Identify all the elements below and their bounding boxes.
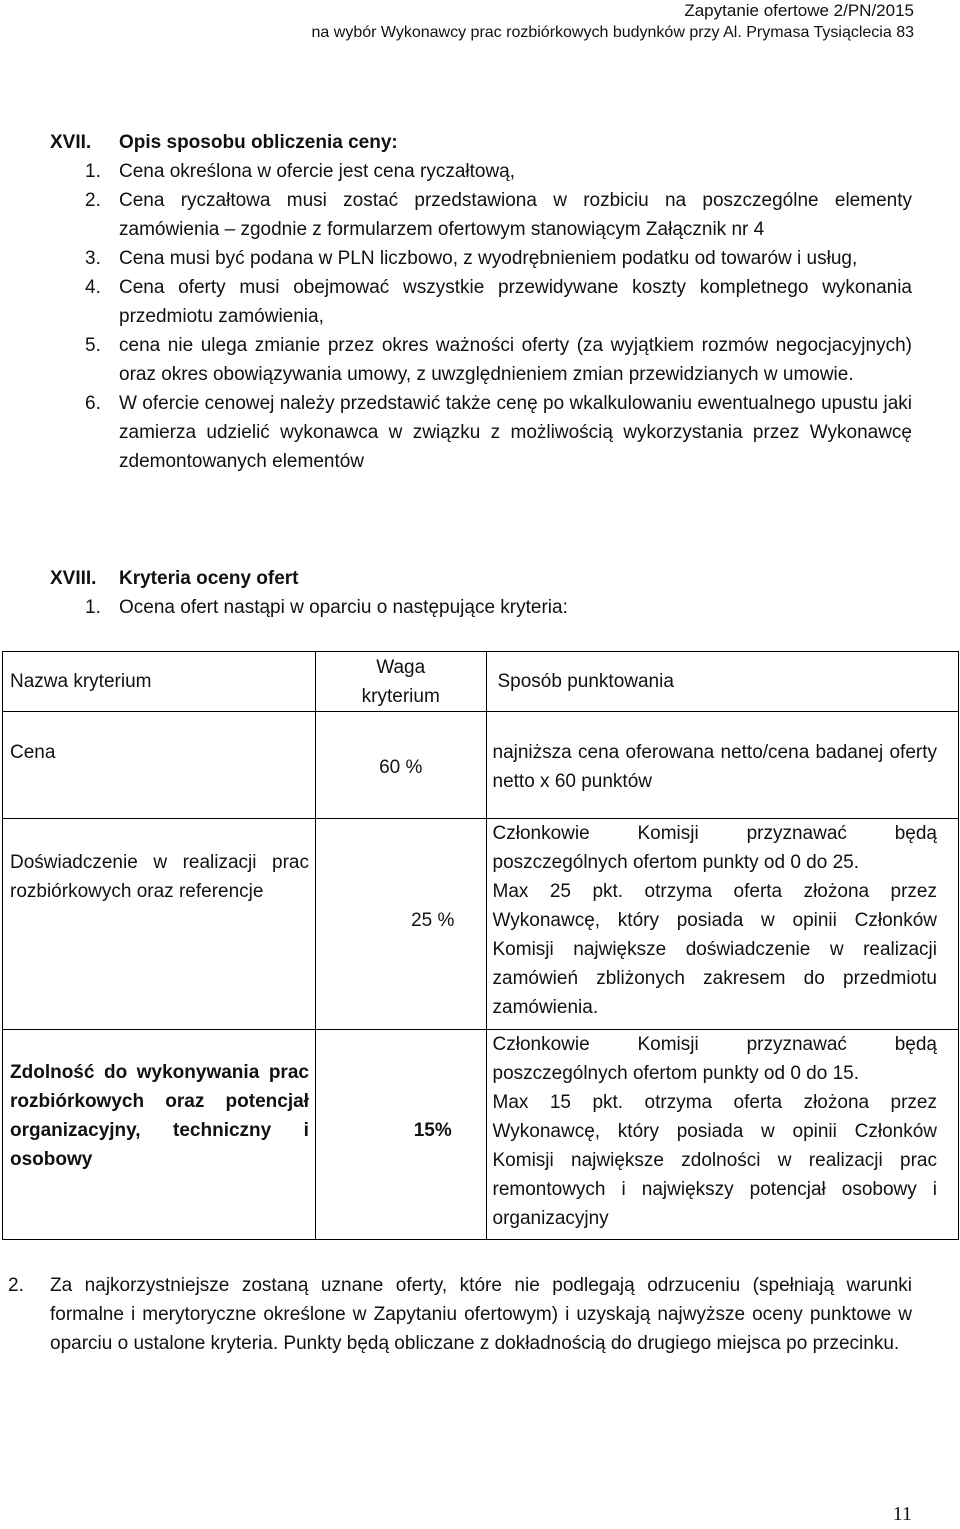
paragraph-2: [0, 1271, 960, 1358]
header-document-subtitle: na wybór Wykonawcy prac rozbiórkowych budynków przy Al. Prymasa Tysiąclecia 83: [311, 24, 914, 41]
header-cell-method: Sposób punktowania: [486, 652, 959, 712]
list-item-text: Ocena ofert nastąpi w oparciu o następujące kryteria:: [119, 597, 568, 618]
criterion-name-cell: Cena: [3, 712, 316, 819]
page-header: [312, 0, 914, 44]
section-xviii: [0, 564, 960, 622]
paragraph-number: 2.: [8, 1275, 24, 1296]
section-xvii-heading: [0, 128, 960, 157]
criterion-method-cell: [486, 1030, 959, 1240]
section-title: Opis sposobu obliczenia ceny:: [119, 132, 398, 153]
method-paragraph: Członkowie Komisji przyznawać będą poszczególnych ofertom punkty od 0 do 15.: [492, 1034, 937, 1084]
list-item-text: W ofercie cenowej należy przedstawić także cenę po wkalkulowaniu ewentualnego upustu jaki zamierza udzielić wykonawca w związku z możliwością wykorzystania przez Wykonawcę zdemontowanych elementów: [119, 393, 912, 472]
list-item: [0, 593, 960, 622]
table-row: [3, 1030, 959, 1240]
list-item: [0, 273, 960, 331]
header-cell-name: Nazwa kryterium: [3, 652, 316, 712]
criterion-weight-cell: 15%: [315, 1030, 486, 1240]
section-xviii-heading: [0, 564, 960, 593]
criterion-weight-cell: 60 %: [315, 712, 486, 819]
section-number: XVIII.: [50, 568, 97, 589]
header-weight-line2: kryterium: [361, 686, 440, 707]
list-item-number: 5.: [85, 335, 101, 356]
method-paragraph: Max 25 pkt. otrzyma oferta złożona przez Wykonawcę, który posiada w opinii Członków Komisji największe doświadczenie w realizacji zamówień zbliżonych zakresem do przedmiotu zamówienia.: [492, 881, 937, 1018]
method-paragraph: Max 15 pkt. otrzyma oferta złożona przez Wykonawcę, który posiada w opinii Członków Komisji największe zdolności w realizacji prac remontowych i największy potencjał osobowy i organizacyjny: [492, 1092, 937, 1229]
paragraph-text: Za najkorzystniejsze zostaną uznane oferty, które nie podlegają odrzuceniu (spełniają warunki formalne i merytoryczne określone w Zapytaniu ofertowym) i uzyskają najwyższe oceny punktowe w oparciu o ustalone kryteria. Punkty będą obliczane z dokładnością do drugiego miejsca po przecinku.: [50, 1275, 912, 1354]
list-item: [0, 157, 960, 186]
table-row: [3, 712, 959, 819]
page-number: 11: [892, 1503, 912, 1525]
table-header-row: [3, 652, 959, 712]
section-xvii: [0, 128, 960, 476]
criterion-method-cell: [486, 819, 959, 1030]
list-item-text: Cena oferty musi obejmować wszystkie przewidywane koszty kompletnego wykonania przedmiotu zamówienia,: [119, 277, 912, 327]
criterion-name-cell: Doświadczenie w realizacji prac rozbiórkowych oraz referencje: [3, 819, 316, 1030]
list-item: [0, 389, 960, 476]
list-item-number: 4.: [85, 277, 101, 298]
header-cell-weight: [315, 652, 486, 712]
list-item-text: Cena ryczałtowa musi zostać przedstawiona w rozbiciu na poszczególne elementy zamówienia – zgodnie z formularzem ofertowym stanowiącym Załącznik nr 4: [119, 190, 912, 240]
list-item-number: 6.: [85, 393, 101, 414]
method-paragraph: Członkowie Komisji przyznawać będą poszczególnych ofertom punkty od 0 do 25.: [492, 823, 937, 873]
list-item-number: 2.: [85, 190, 101, 211]
list-item-number: 1.: [85, 597, 101, 618]
section-number: XVII.: [50, 132, 92, 153]
section-title: Kryteria oceny ofert: [119, 568, 299, 589]
list-item: [0, 331, 960, 389]
table-row: [3, 819, 959, 1030]
list-item: [0, 186, 960, 244]
criterion-method-cell: najniższa cena oferowana netto/cena badanej oferty netto x 60 punktów: [486, 712, 959, 819]
header-weight-line1: Waga: [376, 657, 426, 678]
criterion-weight-cell: 25 %: [315, 819, 486, 1030]
list-item-number: 1.: [85, 161, 101, 182]
criterion-name-cell: Zdolność do wykonywania prac rozbiórkowych oraz potencjał organizacyjny, techniczny i osobowy: [3, 1030, 316, 1240]
list-item-text: Cena musi być podana w PLN liczbowo, z wyodrębnieniem podatku od towarów i usług,: [119, 248, 858, 269]
header-document-title: Zapytanie ofertowe 2/PN/2015: [684, 1, 914, 20]
list-item-number: 3.: [85, 248, 101, 269]
list-item-text: cena nie ulega zmianie przez okres ważności oferty (za wyjątkiem rozmów negocjacyjnych) oraz okres obowiązywania umowy, z uwzględnieniem zmian przewidzianych w umowie.: [119, 335, 912, 385]
list-item: [0, 244, 960, 273]
list-item-text: Cena określona w ofercie jest cena ryczałtową,: [119, 161, 516, 182]
criteria-table: [2, 651, 959, 1240]
